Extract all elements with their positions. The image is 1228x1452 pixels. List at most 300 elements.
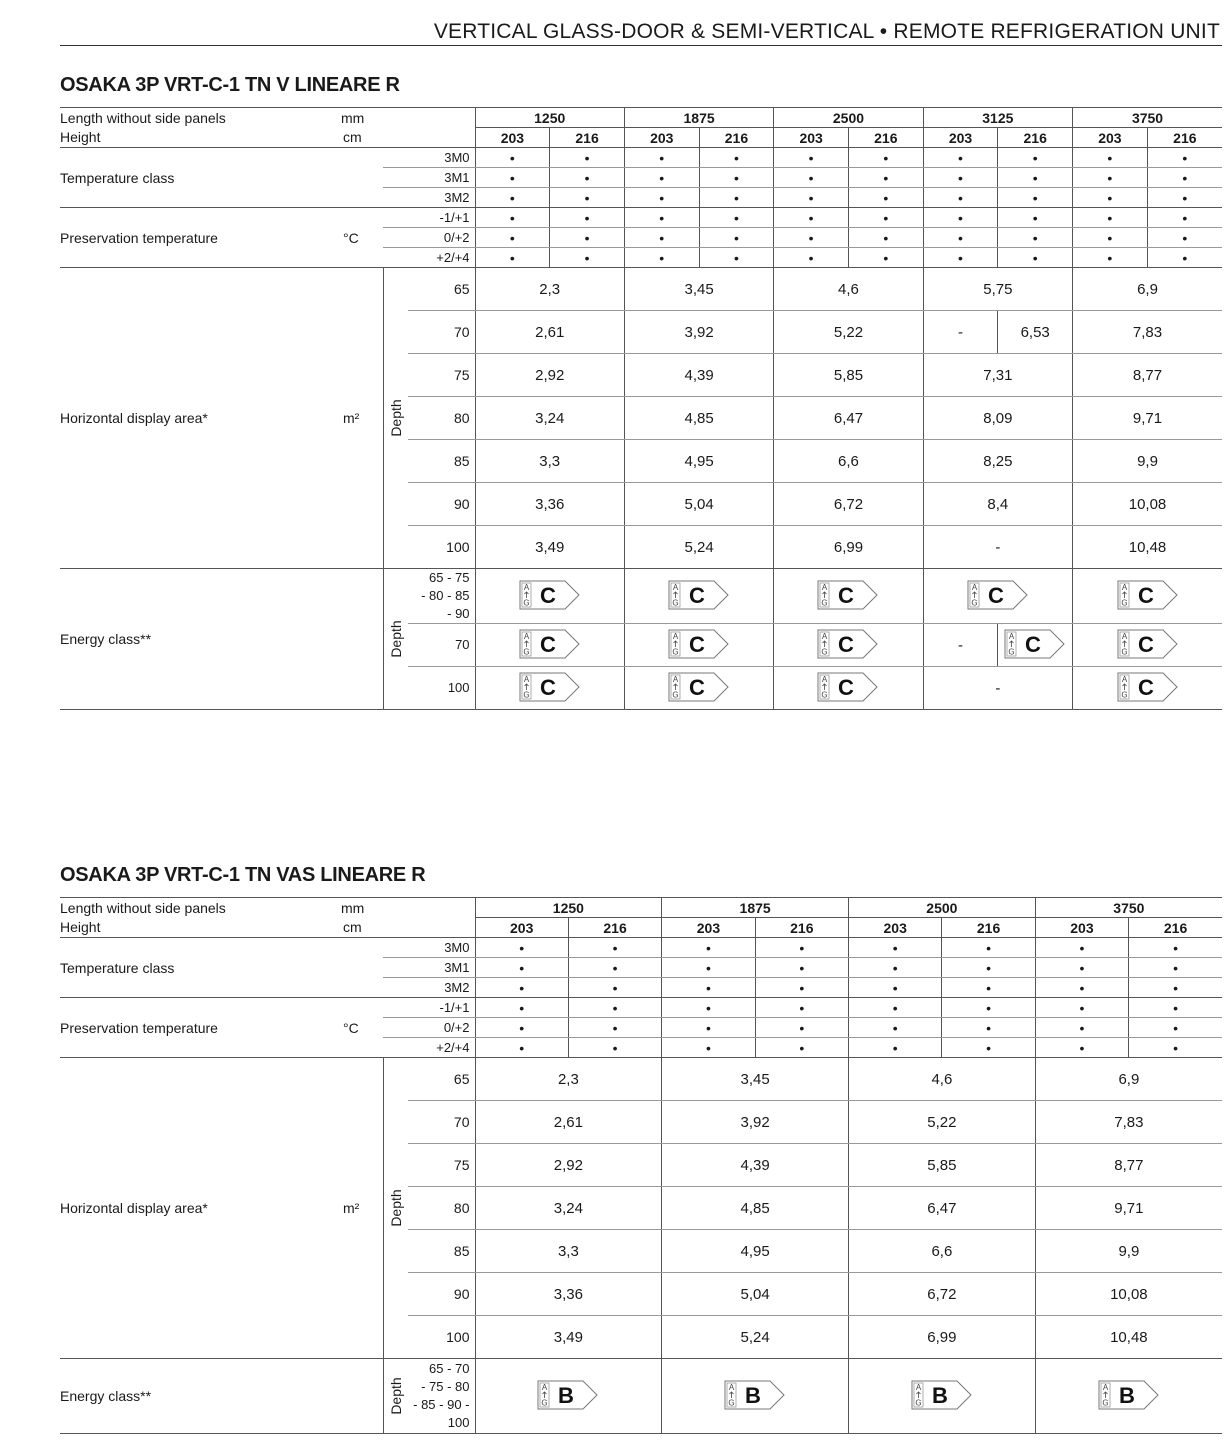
energy-depth-group-line: 70	[455, 637, 470, 652]
area-value: 3,92	[662, 1101, 849, 1144]
length-label-cell	[60, 108, 373, 128]
area-value: 7,83	[1035, 1101, 1222, 1144]
area-label: Horizontal display area*	[60, 410, 208, 426]
energy-class-cell	[774, 569, 923, 624]
energy-scale-bottom: G	[672, 690, 679, 699]
bullet-dot-icon: •	[942, 958, 1035, 978]
preservation-range: -1/+1	[383, 208, 475, 228]
depth-value: 65	[408, 268, 475, 311]
area-value: 4,6	[849, 1058, 1036, 1101]
bullet-dot-icon: •	[662, 1018, 755, 1038]
depth-axis-cell	[383, 569, 408, 710]
depth-value: 70	[408, 1101, 475, 1144]
bullet-dot-icon: •	[849, 938, 942, 958]
area-value: 8,77	[1035, 1144, 1222, 1187]
area-value: 4,85	[624, 397, 773, 440]
bullet-dot-icon: •	[475, 208, 550, 228]
page-header-title: VERTICAL GLASS-DOOR & SEMI-VERTICAL • REMOTE REFRIGERATION UNIT	[433, 20, 1220, 43]
bullet-dot-icon: •	[942, 1018, 1035, 1038]
bullet-dot-icon: •	[755, 1018, 848, 1038]
energy-scale-bottom: G	[1120, 598, 1128, 607]
bullet-dot-icon: •	[849, 958, 942, 978]
energy-class-cell	[662, 1359, 849, 1434]
bullet-dot-icon: •	[774, 188, 849, 208]
energy-arrow-icon	[519, 580, 581, 613]
energy-scale-top: A	[523, 631, 529, 641]
bullet-dot-icon: •	[475, 938, 568, 958]
energy-scale-bottom: G	[541, 1398, 548, 1407]
bullet-dot-icon: •	[998, 248, 1073, 268]
energy-class-letter: C	[838, 674, 855, 700]
area-value: 3,45	[662, 1058, 849, 1101]
energy-class-cell	[624, 667, 773, 710]
bullet-dot-icon: •	[1129, 938, 1222, 958]
energy-class-dash: -	[923, 624, 998, 667]
energy-scale-top: A	[1121, 582, 1127, 592]
depth-label: Depth	[387, 1377, 404, 1415]
bullet-dot-icon: •	[774, 228, 849, 248]
area-value: 8,25	[923, 440, 1072, 483]
height-header: 203	[1073, 128, 1148, 148]
length-label: Length without side panels	[60, 109, 226, 126]
area-value: 6,72	[849, 1273, 1036, 1316]
energy-class-cell	[923, 569, 1072, 624]
bullet-dot-icon: •	[755, 978, 848, 998]
length-label: Length without side panels	[60, 899, 226, 916]
depth-axis-cell	[383, 268, 408, 569]
energy-class-cell	[774, 667, 923, 710]
energy-class-letter: C	[689, 582, 706, 608]
length-header: 3750	[1073, 108, 1222, 128]
energy-scale-bottom: G	[523, 598, 530, 607]
bullet-dot-icon: •	[1129, 958, 1222, 978]
height-header: 203	[475, 128, 550, 148]
area-value: 10,08	[1035, 1273, 1222, 1316]
area-value: 3,49	[475, 1316, 662, 1359]
depth-value: 75	[408, 354, 475, 397]
temp-class-item: 3M1	[383, 958, 475, 978]
area-value: 10,48	[1073, 526, 1222, 569]
bullet-dot-icon: •	[1147, 248, 1222, 268]
energy-class-letter: C	[1137, 674, 1154, 700]
bullet-dot-icon: •	[699, 168, 774, 188]
bullet-dot-icon: •	[923, 168, 998, 188]
preservation-label: Preservation temperature	[60, 1019, 218, 1036]
bullet-dot-icon: •	[624, 228, 699, 248]
area-value: 8,77	[1073, 354, 1222, 397]
area-value: 5,24	[624, 526, 773, 569]
height-header: 203	[624, 128, 699, 148]
bullet-dot-icon: •	[699, 148, 774, 168]
area-value: 3,45	[624, 268, 773, 311]
energy-class-letter: B	[931, 1382, 948, 1408]
bullet-dot-icon: •	[699, 208, 774, 228]
depth-value: 85	[408, 440, 475, 483]
area-value: 5,04	[662, 1273, 849, 1316]
bullet-dot-icon: •	[568, 938, 661, 958]
energy-arrow-icon	[1117, 629, 1179, 662]
bullet-dot-icon: •	[755, 998, 848, 1018]
energy-arrow-icon	[817, 672, 879, 705]
energy-scale-bottom: G	[971, 598, 978, 607]
bullet-dot-icon: •	[774, 248, 849, 268]
energy-scale-top: A	[822, 674, 828, 684]
energy-scale-top: A	[672, 631, 679, 641]
height-label: Height	[60, 129, 101, 146]
bullet-dot-icon: •	[849, 998, 942, 1018]
energy-scale-bottom: G	[821, 647, 829, 656]
area-value: 6,6	[849, 1230, 1036, 1273]
bullet-dot-icon: •	[1035, 998, 1128, 1018]
energy-scale-bottom: G	[1102, 1398, 1109, 1407]
energy-class-cell	[475, 624, 624, 667]
energy-depth-group-line: - 75 - 80	[421, 1379, 470, 1394]
energy-scale-top: A	[523, 674, 529, 684]
energy-arrow-icon	[817, 580, 879, 613]
bullet-dot-icon: •	[848, 208, 923, 228]
bullet-dot-icon: •	[923, 188, 998, 208]
energy-class-cell	[1073, 569, 1222, 624]
bullet-dot-icon: •	[1129, 978, 1222, 998]
temp-class-item: 3M2	[383, 188, 475, 208]
energy-class-cell	[998, 624, 1073, 667]
bullet-dot-icon: •	[475, 148, 550, 168]
energy-class-letter: B	[1118, 1382, 1135, 1408]
depth-value: 90	[408, 483, 475, 526]
area-value: 4,95	[662, 1230, 849, 1273]
bullet-dot-icon: •	[1035, 978, 1128, 998]
bullet-dot-icon: •	[568, 978, 661, 998]
temperature-class-label: Temperature class	[60, 148, 373, 208]
area-value: 6,9	[1073, 268, 1222, 311]
table1-title: OSAKA 3P VRT-C-1 TN V LINEARE R	[60, 74, 400, 96]
energy-scale-bottom: G	[672, 647, 679, 656]
bullet-dot-icon: •	[755, 1038, 848, 1058]
bullet-dot-icon: •	[1147, 188, 1222, 208]
bullet-dot-icon: •	[662, 1038, 755, 1058]
bullet-dot-icon: •	[550, 208, 625, 228]
energy-arrow-icon	[1098, 1380, 1160, 1413]
preservation-range: +2/+4	[383, 248, 475, 268]
energy-scale-bottom: G	[821, 690, 829, 699]
area-value: 7,83	[1073, 311, 1222, 354]
area-value: 6,6	[774, 440, 923, 483]
bullet-dot-icon: •	[624, 248, 699, 268]
area-value: 9,9	[1035, 1230, 1222, 1273]
bullet-dot-icon: •	[848, 248, 923, 268]
energy-arrow-icon	[1117, 672, 1179, 705]
length-header: 1250	[475, 898, 662, 918]
length-unit: mm	[341, 899, 365, 916]
bullet-dot-icon: •	[998, 168, 1073, 188]
area-value: 6,53	[998, 311, 1073, 354]
area-value: 8,09	[923, 397, 1072, 440]
bullet-dot-icon: •	[624, 148, 699, 168]
bullet-dot-icon: •	[1147, 148, 1222, 168]
energy-class-cell	[849, 1359, 1036, 1434]
energy-class-letter: C	[1137, 582, 1154, 608]
bullet-dot-icon: •	[942, 1038, 1035, 1058]
bullet-dot-icon: •	[475, 248, 550, 268]
energy-scale-top: A	[915, 1382, 922, 1392]
area-value: 9,71	[1073, 397, 1222, 440]
header-divider	[60, 45, 1222, 46]
area-value: 6,47	[849, 1187, 1036, 1230]
area-value: 3,36	[475, 1273, 662, 1316]
bullet-dot-icon: •	[923, 228, 998, 248]
bullet-dot-icon: •	[849, 978, 942, 998]
bullet-dot-icon: •	[1035, 1018, 1128, 1038]
height-header: 216	[699, 128, 774, 148]
bullet-dot-icon: •	[1073, 228, 1148, 248]
bullet-dot-icon: •	[998, 148, 1073, 168]
bullet-dot-icon: •	[923, 248, 998, 268]
energy-scale-top: A	[1102, 1382, 1109, 1392]
area-value: 5,22	[849, 1101, 1036, 1144]
area-value: 3,24	[475, 397, 624, 440]
temp-class-item: 3M1	[383, 168, 475, 188]
energy-class-cell	[1035, 1359, 1222, 1434]
bullet-dot-icon: •	[568, 1038, 661, 1058]
bullet-dot-icon: •	[774, 208, 849, 228]
area-value: 3,92	[624, 311, 773, 354]
bullet-dot-icon: •	[475, 998, 568, 1018]
preservation-label-cell	[60, 208, 373, 268]
depth-label: Depth	[387, 1189, 404, 1227]
energy-depth-group-line: - 85 - 90 -	[413, 1397, 470, 1412]
energy-scale-top: A	[1121, 631, 1127, 641]
area-value: 9,71	[1035, 1187, 1222, 1230]
height-header: 203	[923, 128, 998, 148]
energy-class-label: Energy class**	[60, 1359, 373, 1434]
preservation-label: Preservation temperature	[60, 229, 218, 246]
bullet-dot-icon: •	[550, 148, 625, 168]
area-value: 4,85	[662, 1187, 849, 1230]
area-value: 2,3	[475, 1058, 662, 1101]
energy-class-letter: C	[539, 674, 556, 700]
bullet-dot-icon: •	[1129, 1038, 1222, 1058]
bullet-dot-icon: •	[475, 958, 568, 978]
energy-depth-group	[408, 1359, 475, 1434]
table1-grid	[60, 107, 1222, 710]
energy-class-dash: -	[923, 667, 1072, 710]
area-value: 3,3	[475, 440, 624, 483]
bullet-dot-icon: •	[755, 938, 848, 958]
height-header: 216	[942, 918, 1035, 938]
bullet-dot-icon: •	[699, 228, 774, 248]
energy-class-letter: C	[1137, 631, 1154, 657]
temp-class-item: 3M0	[383, 938, 475, 958]
energy-class-cell	[475, 569, 624, 624]
energy-arrow-icon	[724, 1380, 786, 1413]
length-header: 3125	[923, 108, 1072, 128]
length-header: 2500	[849, 898, 1036, 918]
length-header: 3750	[1035, 898, 1222, 918]
energy-scale-top: A	[672, 582, 679, 592]
bullet-dot-icon: •	[774, 168, 849, 188]
area-value: 2,92	[475, 1144, 662, 1187]
depth-value: 80	[408, 1187, 475, 1230]
energy-scale-bottom: G	[728, 1398, 735, 1407]
preservation-range: 0/+2	[383, 1018, 475, 1038]
area-value: 2,3	[475, 268, 624, 311]
bullet-dot-icon: •	[475, 228, 550, 248]
area-value: 3,49	[475, 526, 624, 569]
energy-depth-group-line: 65 - 70	[429, 1361, 470, 1376]
area-value: 5,24	[662, 1316, 849, 1359]
energy-class-cell	[1073, 667, 1222, 710]
area-value: 2,92	[475, 354, 624, 397]
energy-class-letter: C	[689, 674, 706, 700]
bullet-dot-icon: •	[849, 1038, 942, 1058]
bullet-dot-icon: •	[1129, 1018, 1222, 1038]
depth-value: 100	[408, 1316, 475, 1359]
energy-scale-bottom: G	[1008, 647, 1015, 656]
area-value: 10,08	[1073, 483, 1222, 526]
bullet-dot-icon: •	[475, 188, 550, 208]
bullet-dot-icon: •	[848, 148, 923, 168]
energy-scale-bottom: G	[672, 598, 679, 607]
height-header: 216	[755, 918, 848, 938]
bullet-dot-icon: •	[1035, 938, 1128, 958]
area-value: 4,6	[774, 268, 923, 311]
energy-class-letter: C	[987, 582, 1004, 608]
depth-value: 65	[408, 1058, 475, 1101]
height-label-cell	[60, 128, 373, 148]
height-header: 203	[1035, 918, 1128, 938]
length-unit: mm	[341, 109, 365, 126]
energy-class-cell	[624, 569, 773, 624]
area-value: 3,36	[475, 483, 624, 526]
depth-axis-cell	[383, 1058, 408, 1359]
bullet-dot-icon: •	[662, 958, 755, 978]
energy-scale-top: A	[728, 1382, 735, 1392]
energy-scale-top: A	[822, 631, 828, 641]
length-header: 1250	[475, 108, 624, 128]
bullet-dot-icon: •	[942, 938, 1035, 958]
area-value: 5,75	[923, 268, 1072, 311]
area-value: 4,39	[624, 354, 773, 397]
area-value: 5,22	[774, 311, 923, 354]
table2-grid	[60, 897, 1222, 1434]
bullet-dot-icon: •	[849, 1018, 942, 1038]
area-value: 7,31	[923, 354, 1072, 397]
energy-class-cell	[1073, 624, 1222, 667]
area-value: 5,85	[774, 354, 923, 397]
bullet-dot-icon: •	[774, 148, 849, 168]
length-label-cell	[60, 898, 373, 918]
height-header: 216	[848, 128, 923, 148]
energy-scale-top: A	[542, 1382, 548, 1392]
energy-class-cell	[475, 667, 624, 710]
table2-title: OSAKA 3P VRT-C-1 TN VAS LINEARE R	[60, 864, 426, 886]
height-unit: cm	[343, 919, 362, 936]
energy-scale-top: A	[971, 582, 978, 592]
bullet-dot-icon: •	[998, 208, 1073, 228]
energy-class-cell	[624, 624, 773, 667]
bullet-dot-icon: •	[1073, 208, 1148, 228]
temp-class-item: 3M2	[383, 978, 475, 998]
bullet-dot-icon: •	[624, 208, 699, 228]
height-header: 216	[998, 128, 1073, 148]
length-header: 2500	[774, 108, 923, 128]
energy-arrow-icon	[1004, 629, 1066, 662]
energy-depth-group	[408, 667, 475, 710]
bullet-dot-icon: •	[1147, 168, 1222, 188]
energy-class-letter: C	[1025, 631, 1042, 657]
area-value: 6,99	[849, 1316, 1036, 1359]
area-value: 3,24	[475, 1187, 662, 1230]
bullet-dot-icon: •	[1035, 958, 1128, 978]
energy-class-letter: C	[838, 582, 855, 608]
bullet-dot-icon: •	[662, 998, 755, 1018]
depth-value: 80	[408, 397, 475, 440]
area-unit: m²	[343, 1200, 360, 1216]
bullet-dot-icon: •	[568, 958, 661, 978]
energy-scale-bottom: G	[821, 598, 829, 607]
height-label-cell	[60, 918, 373, 938]
area-value: 2,61	[475, 1101, 662, 1144]
energy-arrow-icon	[967, 580, 1029, 613]
preservation-unit: °C	[343, 229, 359, 246]
bullet-dot-icon: •	[475, 978, 568, 998]
area-value: 2,61	[475, 311, 624, 354]
energy-class-letter: B	[745, 1382, 762, 1408]
energy-class-letter: C	[838, 631, 855, 657]
area-value: 5,04	[624, 483, 773, 526]
bullet-dot-icon: •	[624, 188, 699, 208]
area-value: 6,47	[774, 397, 923, 440]
temperature-class-label: Temperature class	[60, 938, 373, 998]
area-value: 9,9	[1073, 440, 1222, 483]
energy-class-letter: B	[558, 1382, 575, 1408]
energy-class-letter: C	[539, 582, 556, 608]
bullet-dot-icon: •	[942, 978, 1035, 998]
depth-value: 70	[408, 311, 475, 354]
height-header: 203	[662, 918, 755, 938]
bullet-dot-icon: •	[662, 938, 755, 958]
bullet-dot-icon: •	[848, 228, 923, 248]
energy-depth-group-line: 100	[447, 680, 470, 695]
energy-arrow-icon	[668, 580, 730, 613]
energy-scale-top: A	[672, 674, 679, 684]
height-unit: cm	[343, 129, 362, 146]
energy-class-cell	[774, 624, 923, 667]
bullet-dot-icon: •	[662, 978, 755, 998]
area-value: 6,9	[1035, 1058, 1222, 1101]
energy-scale-bottom: G	[523, 647, 530, 656]
energy-scale-top: A	[822, 582, 828, 592]
energy-arrow-icon	[1117, 580, 1179, 613]
depth-label: Depth	[387, 620, 404, 658]
bullet-dot-icon: •	[699, 188, 774, 208]
bullet-dot-icon: •	[998, 188, 1073, 208]
bullet-dot-icon: •	[1129, 998, 1222, 1018]
area-value: 5,85	[849, 1144, 1036, 1187]
height-header: 216	[1147, 128, 1222, 148]
bullet-dot-icon: •	[1035, 1038, 1128, 1058]
area-value: -	[923, 311, 998, 354]
bullet-dot-icon: •	[550, 168, 625, 188]
area-label-cell	[60, 268, 373, 569]
energy-arrow-icon	[668, 672, 730, 705]
energy-scale-top: A	[1009, 631, 1015, 641]
preservation-unit: °C	[343, 1019, 359, 1036]
energy-depth-group-line: - 90	[447, 606, 470, 621]
energy-scale-bottom: G	[915, 1398, 922, 1407]
energy-arrow-icon	[537, 1380, 599, 1413]
energy-depth-group	[408, 624, 475, 667]
